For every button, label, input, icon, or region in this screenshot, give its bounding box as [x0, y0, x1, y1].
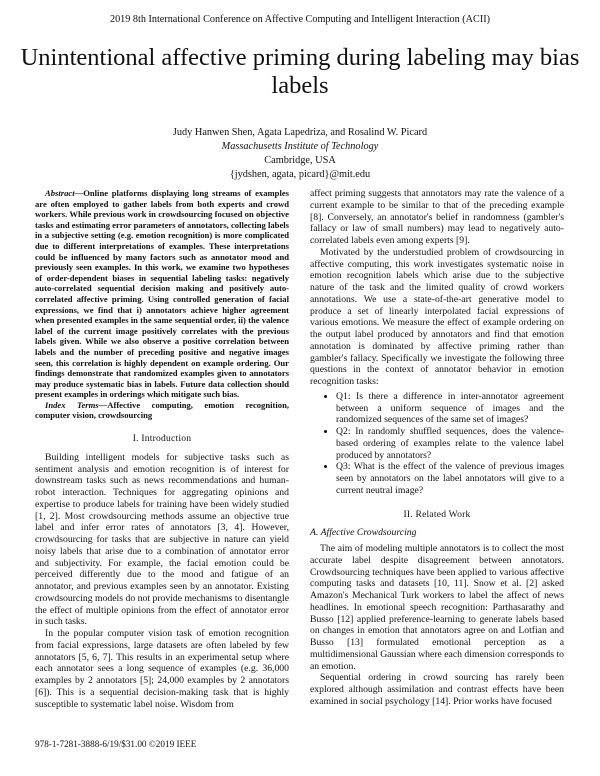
paragraph: The aim of modeling multiple annotators is to collect the most accurate label despite disagreement between annotators. Crowdsourcing techniques have been applied to various affective computing tasks and datasets [10, 11]. Snow et al. [2] asked Amazon's Mechanical Turk workers to label the affect of news headlines. In emotional speech recognition: Parthasarathy and Busso [12] applied preference-learning to generate labels based on changes in emotion that annotators agree on and Lotfian and Busso [13] formulated emotional perception as a multidimensional Gaussian where each dimension corresponds to an emotion.	[310, 543, 564, 672]
index-terms	[35, 400, 289, 421]
section-heading-related-work: II. Related Work	[403, 508, 471, 520]
research-questions	[310, 391, 564, 497]
section-heading-introduction: I. Introduction	[132, 433, 192, 445]
copyright-footer: 978-1-7281-3888-6/19/$31.00 ©2019 IEEE	[35, 739, 197, 749]
paragraph: Sequential ordering in crowd sourcing has rarely been explored although assimilation and contrast effects have been examined in social psychology [14]. Prior works have focused	[310, 672, 564, 707]
city: Cambridge, USA	[264, 155, 336, 166]
paper-title: Unintentional affective priming during labeling may bias labels	[20, 44, 580, 99]
abstract-label: Abstract	[45, 188, 75, 198]
author-emails: {jydshen, agata, picard}@mit.edu	[229, 169, 371, 180]
authors: Judy Hanwen Shen, Agata Lapedriza, and Rosalind W. Picard	[172, 127, 428, 138]
affiliation: Massachusetts Institute of Technology	[221, 141, 379, 152]
right-column	[310, 188, 564, 708]
index-terms-label: Index Terms	[45, 399, 99, 410]
abstract	[35, 188, 289, 400]
index-terms-text: —Affective computing, emotion recognition, computer vision, crowdsourcing	[35, 399, 289, 421]
paragraph: affect priming suggests that annotators may rate the valence of a current example to be similar to that of the preceding example [8]. Conversely, an annotator's belief in randomness (gambler's fallacy or law of small numbers) may lead to negatively auto-correlated labels even among experts [9].	[310, 188, 564, 246]
paragraph: Building intelligent models for subjective tasks such as sentiment analysis and emotion recognition is of interest for downstream tasks such as news recommendations and human-robot interaction. Techniques for aggregating opinions and expertise to produce labels for training have been widely studied [1, 2]. Most crowdsourcing methods assume an objective true label and infer error rates of annotators [3, 4]. However, crowdsourcing for tasks that are subjective in nature can yield noisy labels that arise due to a combination of annotator error and subjectivity. For example, the facial emotion could be perceived differently due to the mood and fatigue of an annotator, and previous examples seen by an annotator. Existing crowdsourcing models do not provide mechanisms to disentangle the effect of multiple opinions from the effect of annotator error in such tasks.	[35, 451, 289, 628]
question-item: • Q1: Is there a difference in inter-annotator agreement between a uniform sequence of images and the randomized sequences of the same set of images?	[336, 391, 564, 426]
abstract-text: —Online platforms displaying long streams of examples are often employed to gather labels from both experts and crowd workers. While previous work in crowdsourcing focused on objective tasks and estimating error parameters of annotators, collecting labels in a subjective setting (e.g. emotion recognition) is more complicated due to different interpretations of examples. These interpretations could be influenced by many factors such as annotator mood and previously seen examples. In this work, we examine two hypotheses of order-dependent biases in sequential labeling tasks: negatively auto-correlated sequential decision making and positively auto-correlated affective priming. Using controlled generation of facial expressions, we find that i) annotators achieve higher agreement when presented examples in the same sequential order, ii) the valence label of the current image positively correlates with the previous labels given. While we also observe a positive correlation between labels and the number of preceding positive and negative images seen, this correlation is highly dependent on example ordering. Our findings demonstrate that randomized examples given to annotators may produce systematic bias in labels. Future data collection should present examples in orderings which mitigate such bias.	[35, 188, 289, 400]
paragraph: Motivated by the understudied problem of crowdsourcing in affective computing, this work investigates systematic noise in emotion recognition labels which arise due to the subjective nature of the task and the limited quality of crowd workers annotations. We use a state-of-the-art generative model to produce a set of linearly interpolated facial expressions of various emotions. We measure the effect of example ordering on the output label produced by annotators and find that emotion annotation is dominated by affective priming rather than gambler's fallacy. Specifically we investigate the following three questions in the context of annotator behavior in emotion recognition tasks:	[310, 246, 564, 387]
conference-header: 2019 8th International Conference on Affective Computing and Intelligent Interaction (ACII)	[109, 14, 491, 25]
paragraph: In the popular computer vision task of emotion recognition from facial expressions, large datasets are often labeled by few annotators [5, 6, 7]. This results in an experimental setup where each annotator sees a long sequence of examples (e.g. 36,000 examples by 2 annotators [5]; 24,000 examples by 2 annotators [6]). This is a sequential decision-making task that is highly susceptible to systematic label noise. Wisdom from	[35, 628, 289, 710]
left-column	[35, 188, 289, 710]
question-item: • Q3: What is the effect of the valence of previous images seen by annotators on the label annotators will give to a current neutral image?	[336, 461, 564, 496]
subsection-heading: A. Affective Crowdsourcing	[310, 527, 417, 539]
question-item: • Q2: In randomly shuffled sequences, does the valence-based ordering of examples relate to the valence label produced by annotators?	[336, 426, 564, 461]
